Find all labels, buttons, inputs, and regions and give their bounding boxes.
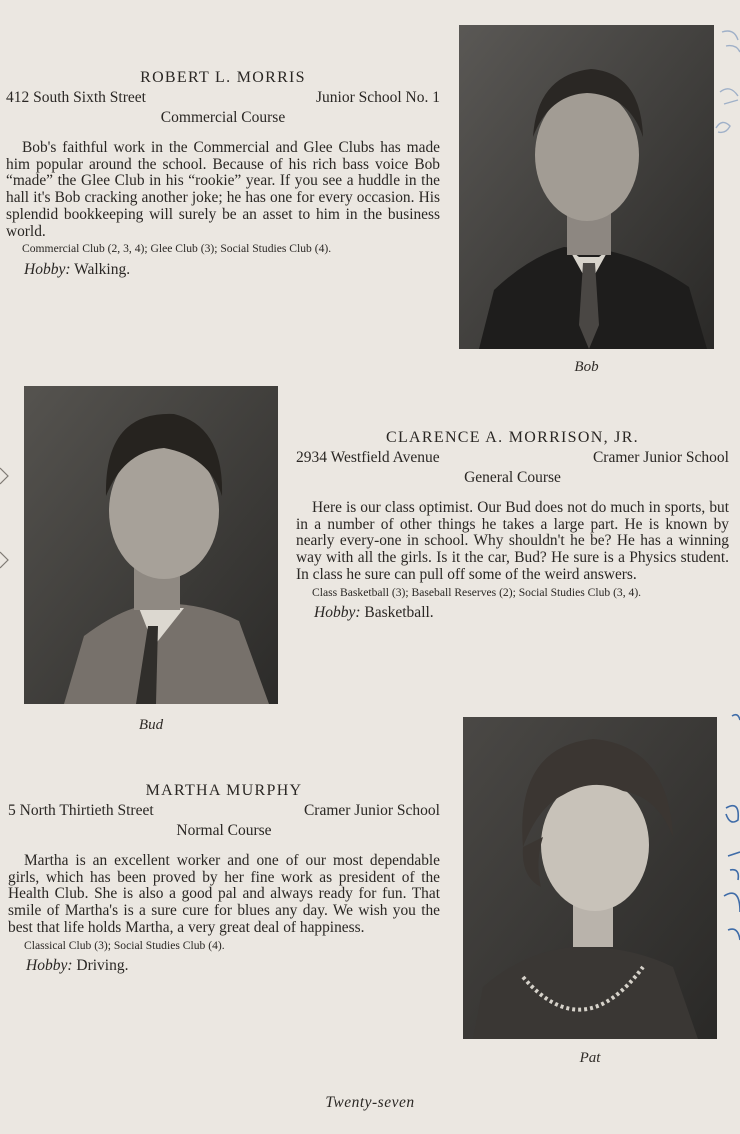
activities-list: Classical Club (3); Social Studies Club (4). [24, 938, 225, 952]
photo-caption: Pat [579, 1050, 601, 1066]
hobby-value: Driving. [76, 957, 129, 975]
street-address: 2934 Westfield Avenue [296, 449, 440, 466]
hobby-value: Basketball. [364, 604, 434, 622]
junior-school: Cramer Junior School [592, 449, 729, 466]
activities-list: Class Basketball (3); Baseball Reserves (2); Social Studies Club (3, 4). [312, 585, 642, 599]
student-name: ROBERT L. MORRIS [140, 69, 306, 86]
junior-school: Cramer Junior School [303, 802, 440, 819]
hobby-label: Hobby: [26, 957, 73, 975]
student-name: CLARENCE A. MORRISON, JR. [386, 429, 639, 446]
junior-school: Junior School No. 1 [316, 89, 440, 106]
student-name: MARTHA MURPHY [145, 782, 303, 799]
photo-caption: Bud [138, 717, 164, 733]
hobby-label: Hobby: [314, 604, 361, 622]
page-number: Twenty-seven [325, 1094, 415, 1111]
course-name: General Course [464, 469, 561, 486]
street-address: 5 North Thirtieth Street [8, 802, 154, 819]
course-name: Normal Course [176, 822, 272, 839]
student-bio: Martha is an excellent worker and one of our most dependable girls, which has been proved by her fine work as president of the Health Club. She is also a good pal and always ready for fun. That smile of Martha's is a sure cure for blues any day. We wish you the best that life holds Martha, a very great deal of happiness. [8, 852, 440, 936]
course-name: Commercial Course [160, 109, 286, 126]
student-bio: Bob's faithful work in the Commercial and Glee Clubs has made him popular around the school. Because of his rich bass voice Bob “made” the Glee Club in his “rookie” year. If you see a huddle in the hall it's Bob cracking another joke; he has one for every occasion. His splendid bookkeeping will surely be an asset to him in the business world. [6, 139, 440, 240]
hobby-value: Walking. [74, 260, 131, 278]
student-bio: Here is our class optimist. Our Bud does not do much in sports, but in a number of other things he takes a large part. He is known by nearly every-one in school. Why shouldn't he be? He has a winning way with all the girls. Is it the car, Bud? He sure is a Physics student. In class he sure can pull off some of the weird answers. [296, 499, 729, 583]
street-address: 412 South Sixth Street [6, 89, 146, 106]
activities-list: Commercial Club (2, 3, 4); Glee Club (3); Social Studies Club (4). [22, 242, 332, 256]
hobby-label: Hobby: [24, 260, 71, 278]
photo-caption: Bob [574, 359, 599, 375]
